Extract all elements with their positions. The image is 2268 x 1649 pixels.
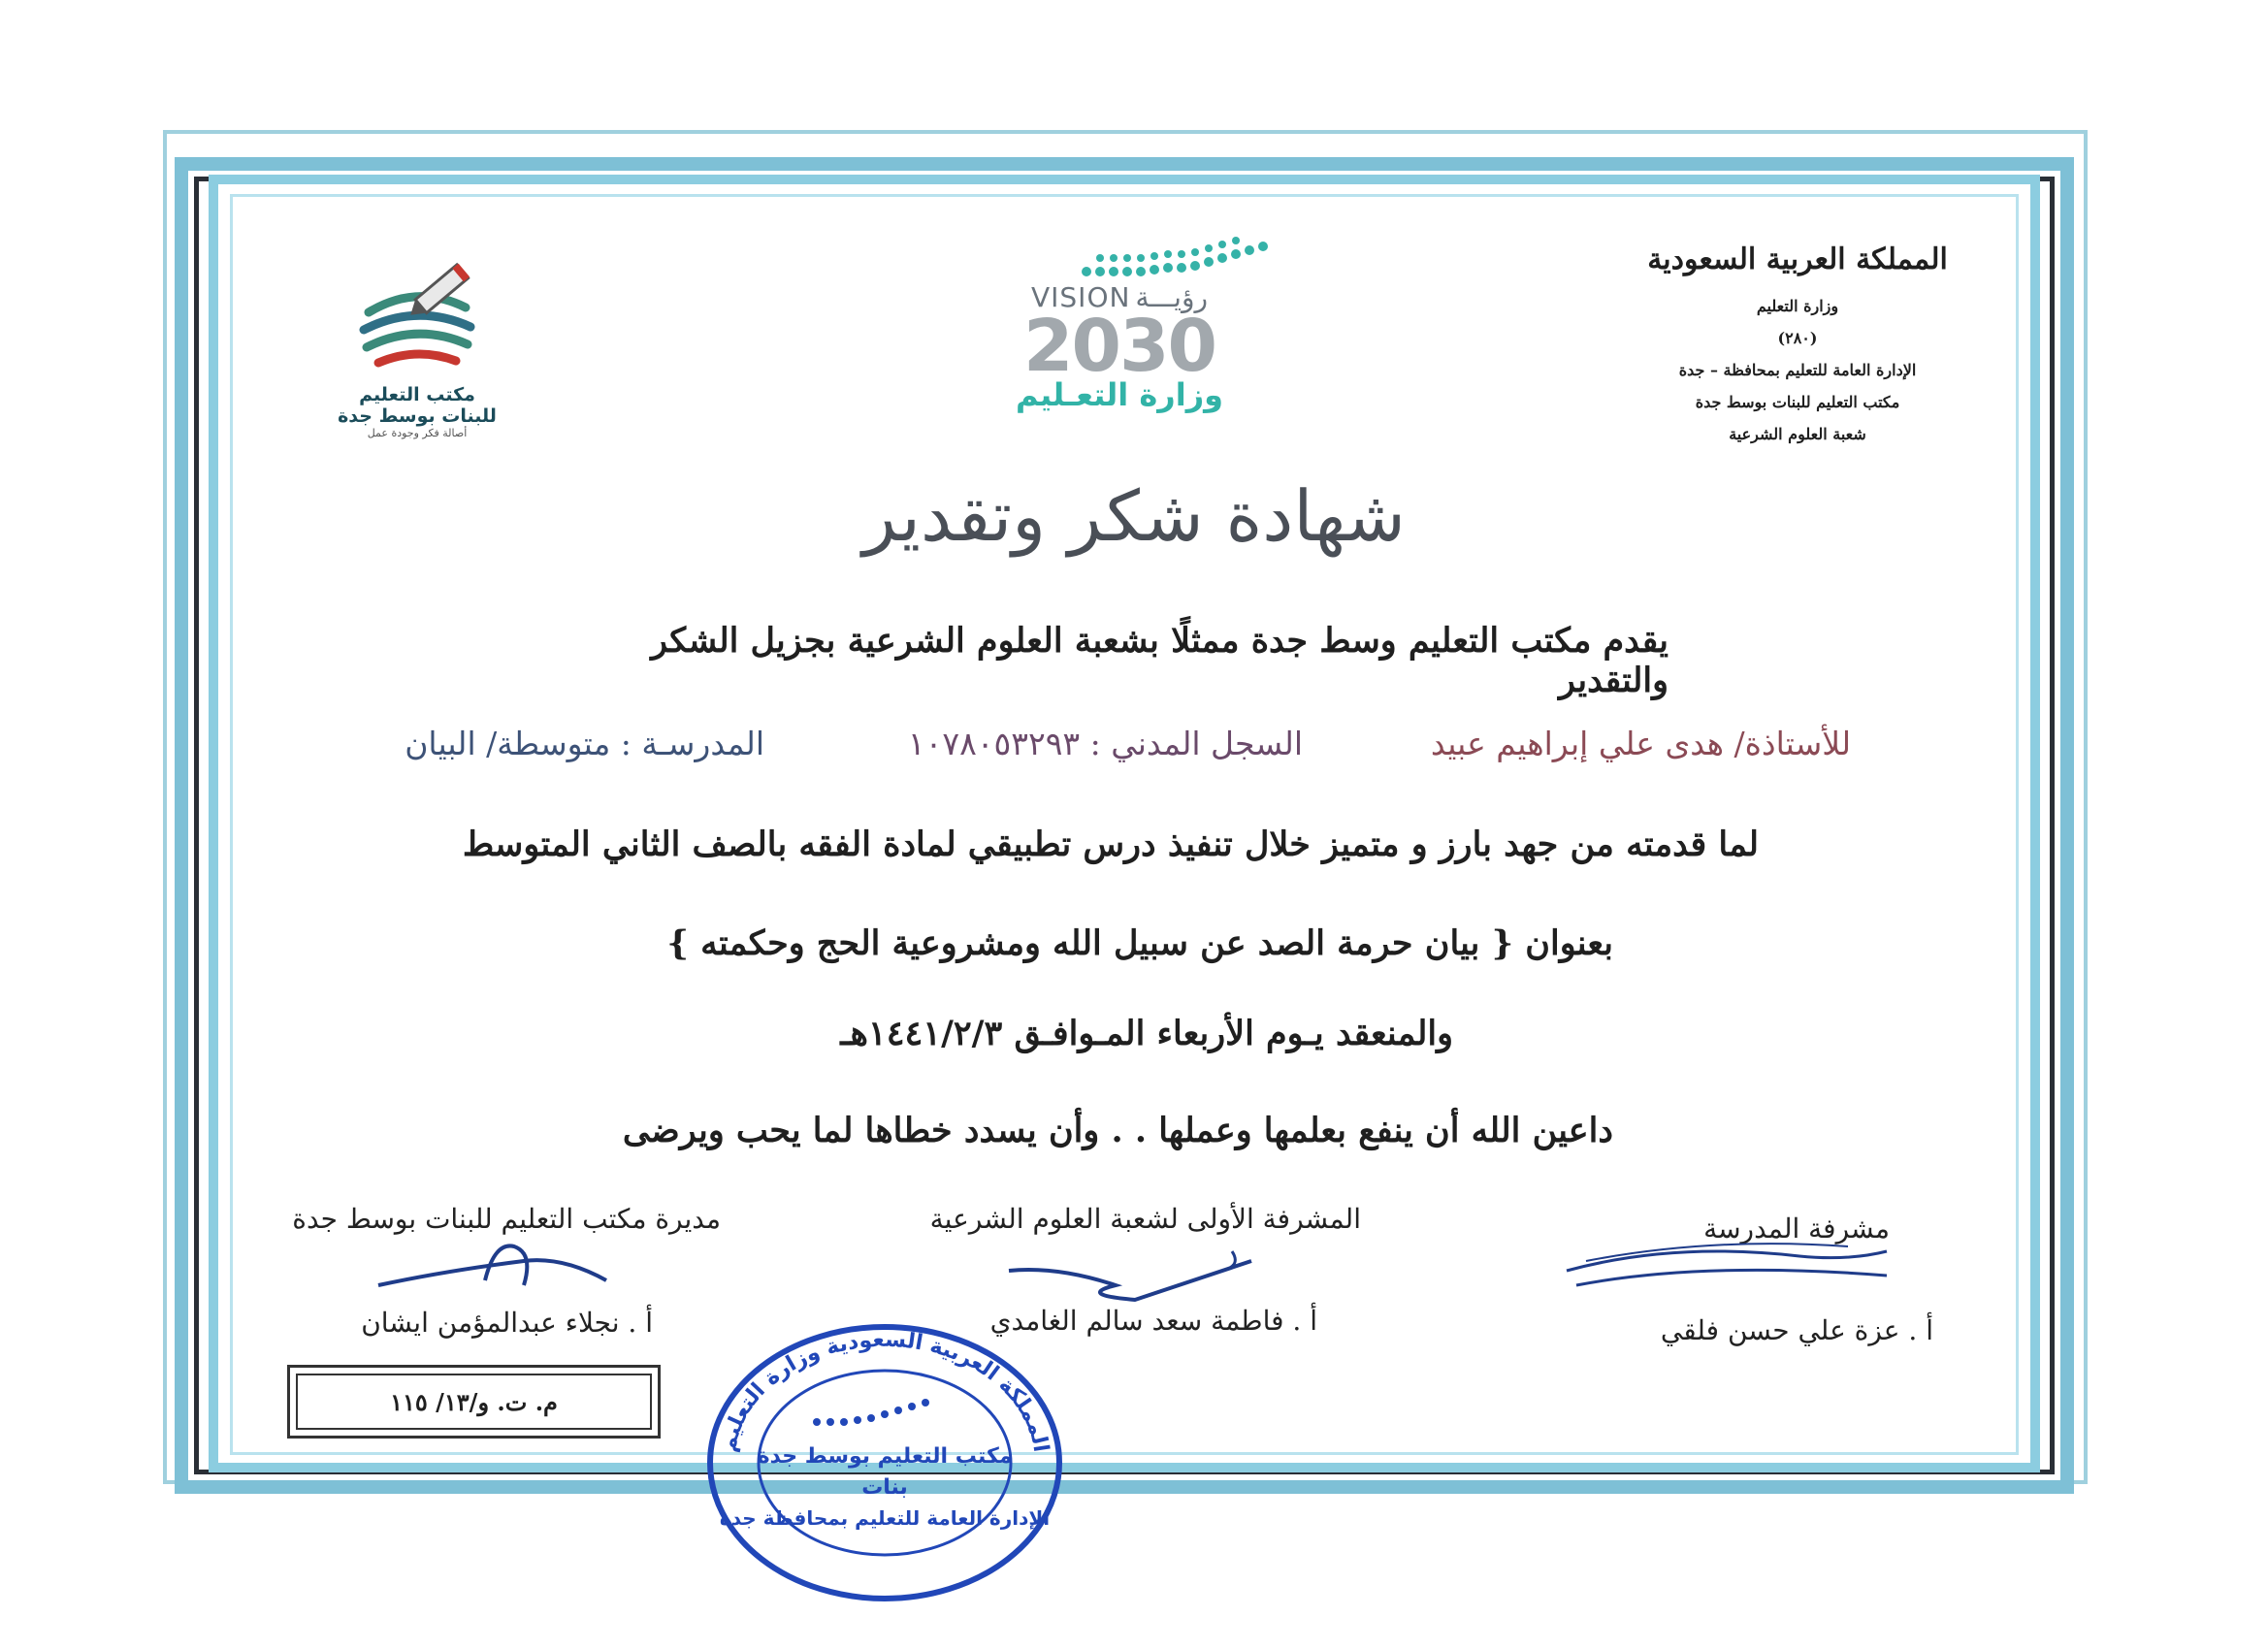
- header-code: (٢٨٠): [1777, 329, 1818, 347]
- stamp-bottom: الإدارة العامة للتعليم بمحافظة جدة: [719, 1506, 1051, 1530]
- pencil-emblem-icon: [349, 254, 485, 380]
- director-title: مديرة مكتب التعليم للبنات بوسط جدة: [292, 1203, 721, 1235]
- school-supervisor-signature: [1557, 1232, 1896, 1290]
- stamp-center-2: بنات: [861, 1475, 908, 1500]
- certificate-line-4: داعين الله أن ينفع بعلمها وعملها . . وأن يسدد خطاها لما يحب ويرضى: [622, 1111, 1613, 1150]
- office-logo: [320, 254, 514, 448]
- civil-registry: السجل المدني : ١٠٧٨٠٥٣٢٩٣: [907, 725, 1303, 762]
- reference-box: [287, 1365, 661, 1439]
- official-stamp: [700, 1317, 1069, 1608]
- kingdom-name: المملكة العربية السعودية: [1647, 242, 1948, 276]
- certificate-title: شهادة شكر وتقدير: [862, 475, 1406, 557]
- admin-name: الإدارة العامة للتعليم بمحافظة – جدة: [1678, 361, 1917, 379]
- certificate-line-1: لما قدمته من جهد بارز و متميز خلال تنفيذ درس تطبيقي لمادة الفقه بالصف الثاني المتوسط: [462, 824, 1759, 864]
- ministry-logo-text: وزارة التعـليم: [1016, 376, 1223, 413]
- vision-label: VISION: [1031, 281, 1131, 313]
- school-supervisor-name: أ . عزة علي حسن فلقي: [1660, 1314, 1933, 1346]
- stamp-dots-icon: [813, 1399, 929, 1426]
- ruyah-label: رؤيـــة: [1135, 281, 1208, 313]
- supervisor-name: أ . فاطمة سعد سالم الغامدي: [989, 1305, 1317, 1337]
- office-logo-line2: للبنات بوسط جدة: [338, 405, 497, 427]
- reference-number: م. ت. و/١٣/ ١١٥: [296, 1374, 652, 1430]
- stamp-ring-text: المملكة العربية السعودية وزارة التعليم: [716, 1327, 1053, 1454]
- office-name: مكتب التعليم للبنات بوسط جدة: [1695, 393, 1900, 411]
- office-logo-line1: مكتب التعليم: [359, 384, 475, 405]
- supervisor-signature: [999, 1242, 1271, 1310]
- certificate-line-3: والمنعقد يـوم الأربعاء المـوافـق ١٤٤١/٢/٣هـ: [840, 1014, 1453, 1053]
- vision-year: 2030: [1023, 305, 1215, 388]
- school-name: المدرسـة : متوسطة/ البيان: [405, 725, 764, 762]
- issuer-header: [1623, 242, 1972, 450]
- director-name: أ . نجلاء عبدالمؤمن ايشان: [361, 1307, 653, 1339]
- stamp-center-1: مكتب التعليم بوسط جدة: [757, 1444, 1013, 1469]
- certificate-line-2: بعنوان { بيان حرمة الصد عن سبيل الله ومشروعية الحج وحكمته }: [666, 923, 1613, 963]
- recipient-name: للأستاذة/ هدى علي إبراهيم عبيد: [1430, 725, 1851, 762]
- school-supervisor-title: مشرفة المدرسة: [1703, 1212, 1890, 1245]
- supervisor-title: المشرفة الأولى لشعبة العلوم الشرعية: [929, 1203, 1361, 1235]
- office-logo-tagline: أصالة فكر وجودة عمل: [367, 427, 468, 439]
- vision-2030-logo: [989, 233, 1280, 413]
- certificate-intro: يقدم مكتب التعليم وسط جدة ممثلًا بشعبة العلوم الشرعية بجزيل الشكر والتقدير: [651, 621, 1669, 700]
- department-name: شعبة العلوم الشرعية: [1729, 425, 1866, 443]
- director-signature: [369, 1232, 621, 1300]
- ministry-name: وزارة التعليم: [1756, 297, 1839, 315]
